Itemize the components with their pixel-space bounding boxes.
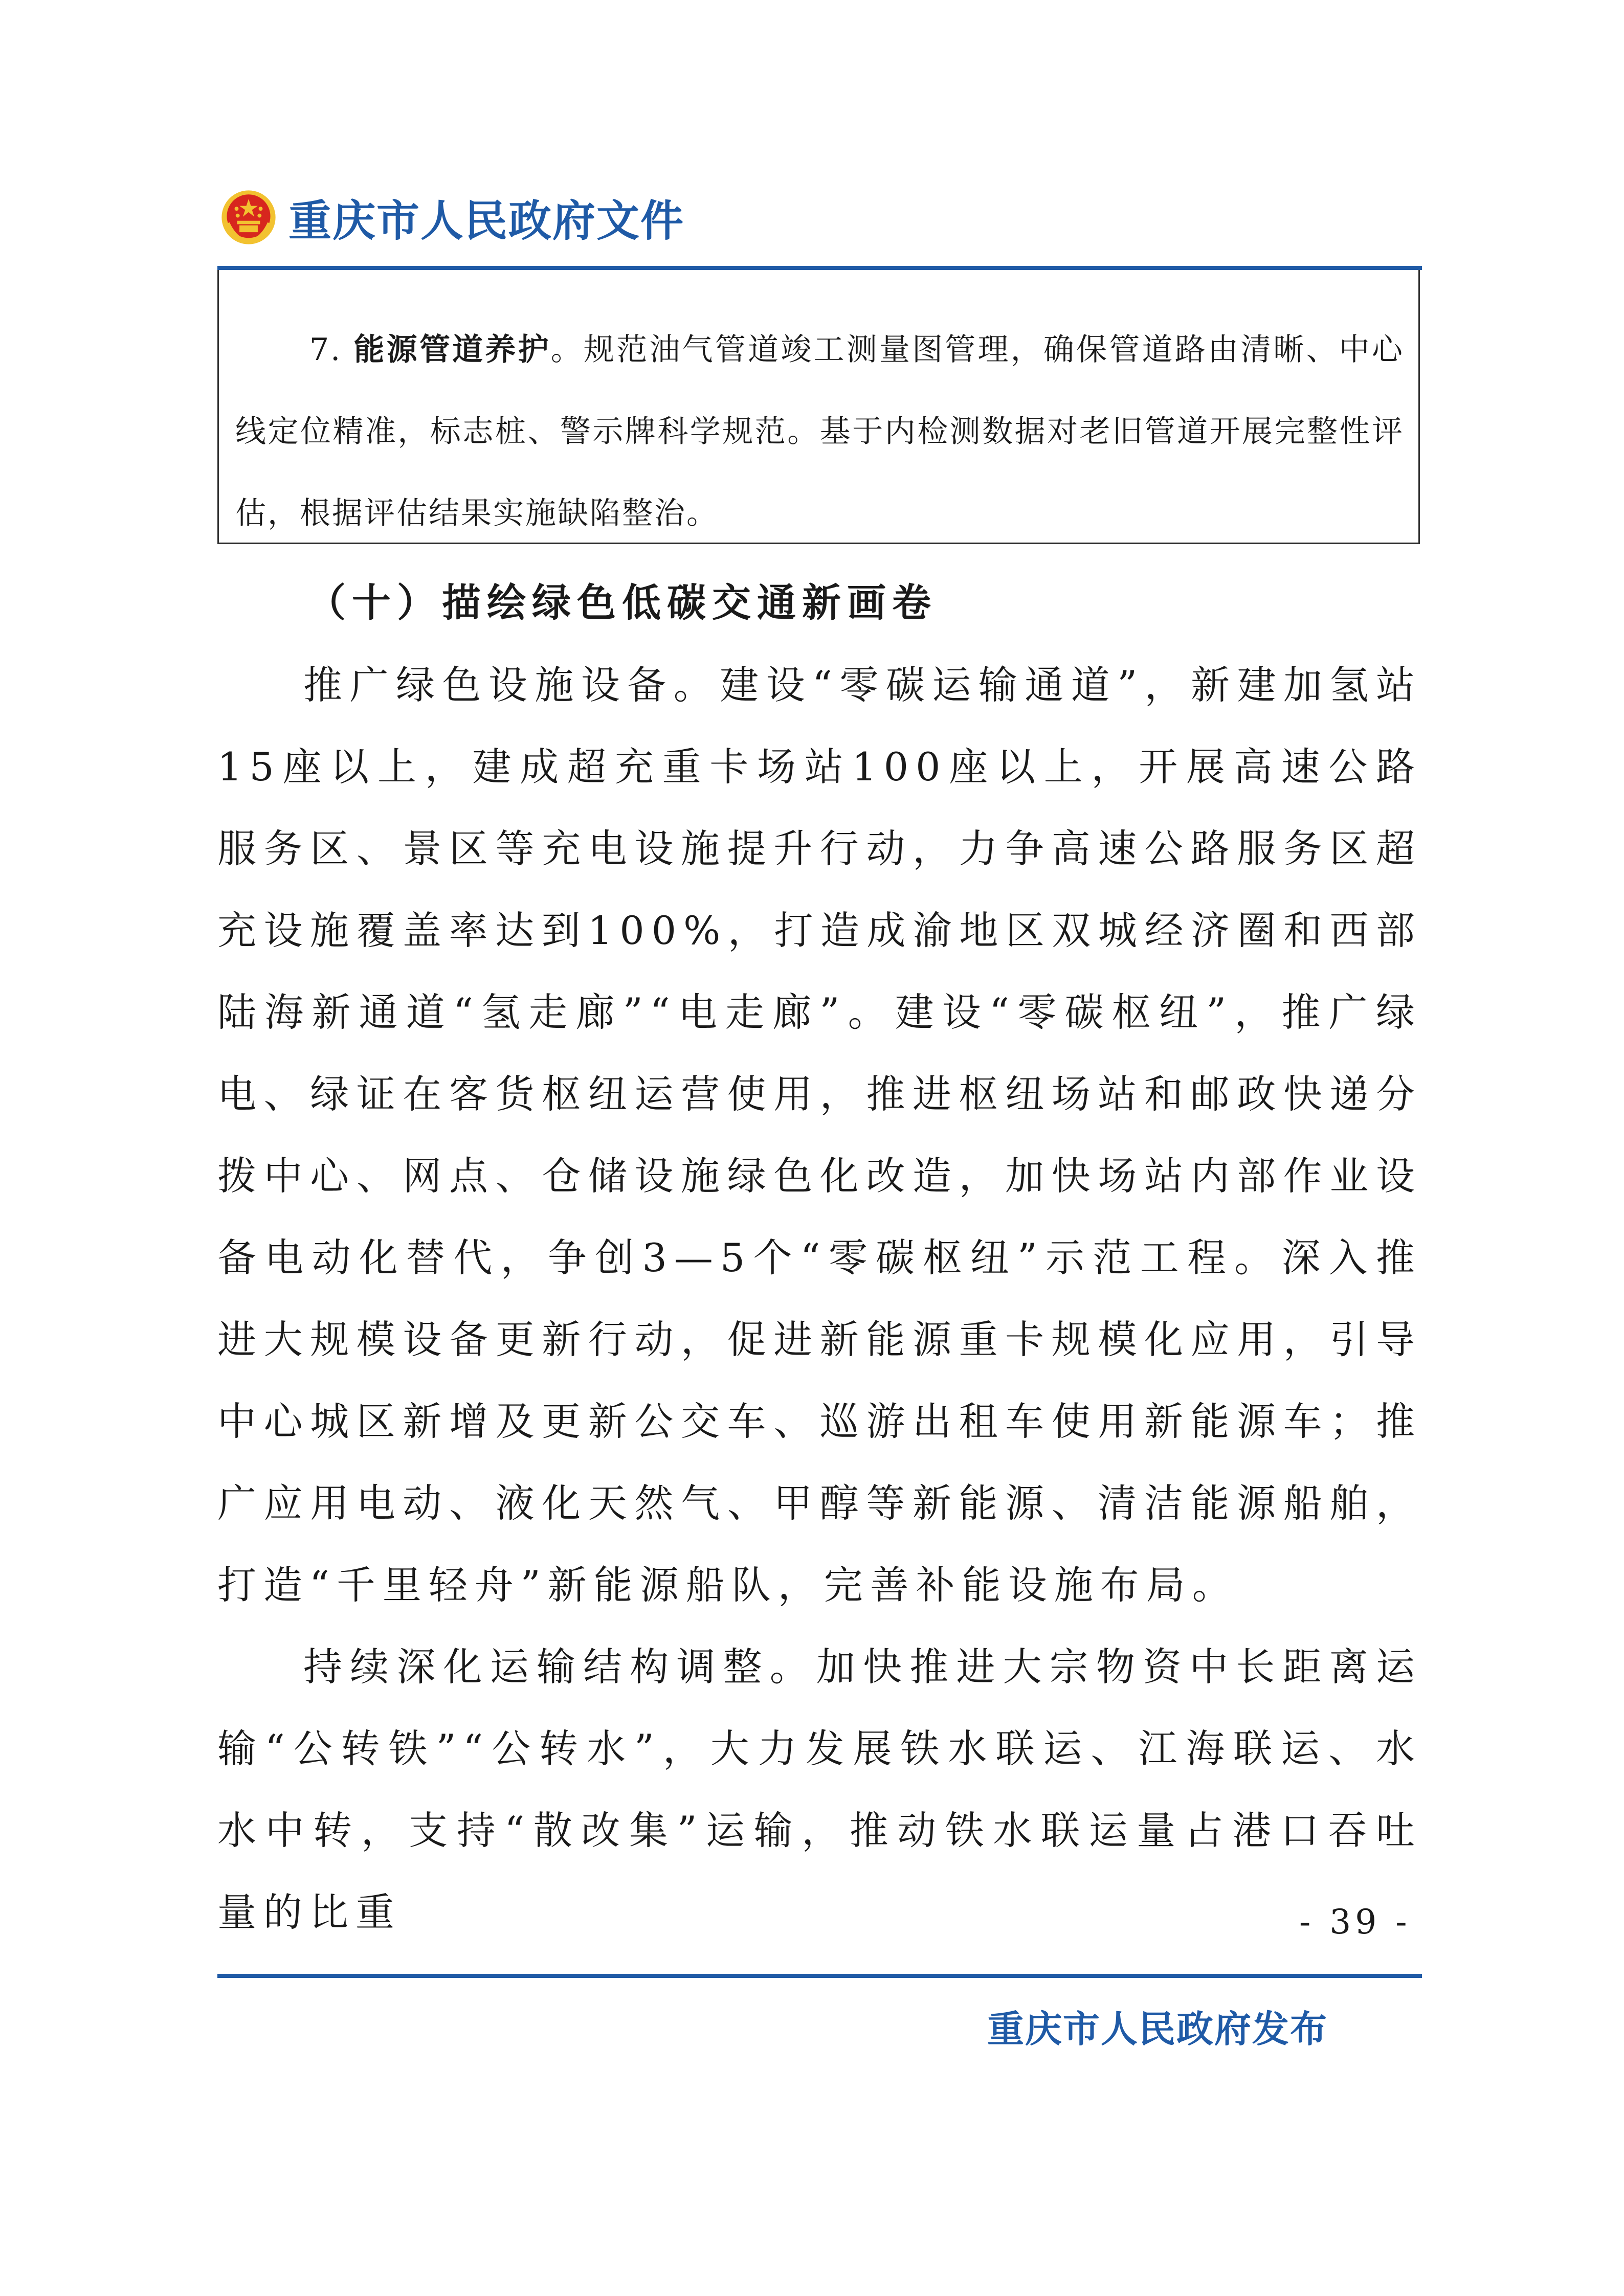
boxed-note [217, 270, 1420, 544]
document-header [220, 184, 684, 251]
body-text [217, 644, 1422, 1953]
section-heading: （十）描绘绿色低碳交通新画卷 [307, 580, 937, 625]
footer-publisher: 重庆市人民政府发布 [987, 2008, 1328, 2051]
page-number: - 39 - [1299, 1902, 1411, 1942]
boxed-note-text [235, 309, 1404, 554]
item-title: 能源管道养护 [353, 332, 551, 368]
item-number: 7. [309, 332, 354, 368]
paragraph: 持续深化运输结构调整。加快推进大宗物资中长距离运输“公转铁”“公转水”，大力发展铁水联运、江海联运、水水中转，支持“散改集”运输，推动铁水联运量占港口吞吐量的比重 [217, 1644, 1422, 1935]
item-text: 。规范油气管道竣工测量图管理，确保管道路由清晰、中心线定位精准，标志桩、警示牌科学规范。基于内检测数据对老旧管道开展完整性评估，根据评估结果实施缺陷整治。 [235, 332, 1405, 531]
national-emblem-icon [220, 189, 277, 246]
top-divider [217, 266, 1422, 270]
header-title: 重庆市人民政府文件 [288, 195, 685, 246]
paragraph: 推广绿色设施设备。建设“零碳运输通道”，新建加氢站15座以上，建成超充重卡场站100座以上，开展高速公路服务区、景区等充电设施提升行动，力争高速公路服务区超充设施覆盖率达到100%，打造成渝地区双城经济圈和西部陆海新通道“氢走廊”“电走廊”。建设“零碳枢纽”，推广绿电、绿证在客货枢纽运营使用，推进枢纽场站和邮政快递分拨中心、网点、仓储设施绿色化改造，加快场站内部作业设备电动化替代，争创3—5个“零碳枢纽”示范工程。深入推进大规模设备更新行动，促进新能源重卡规模化应用，引导中心城区新增及更新公交车、巡游出租车使用新能源车；推广应用电动、液化天然气、甲醇等新能源、清洁能源船舶，打造“千里轻舟”新能源船队，完善补能设施布局。 [217, 662, 1422, 1608]
bottom-divider [217, 1974, 1422, 1978]
